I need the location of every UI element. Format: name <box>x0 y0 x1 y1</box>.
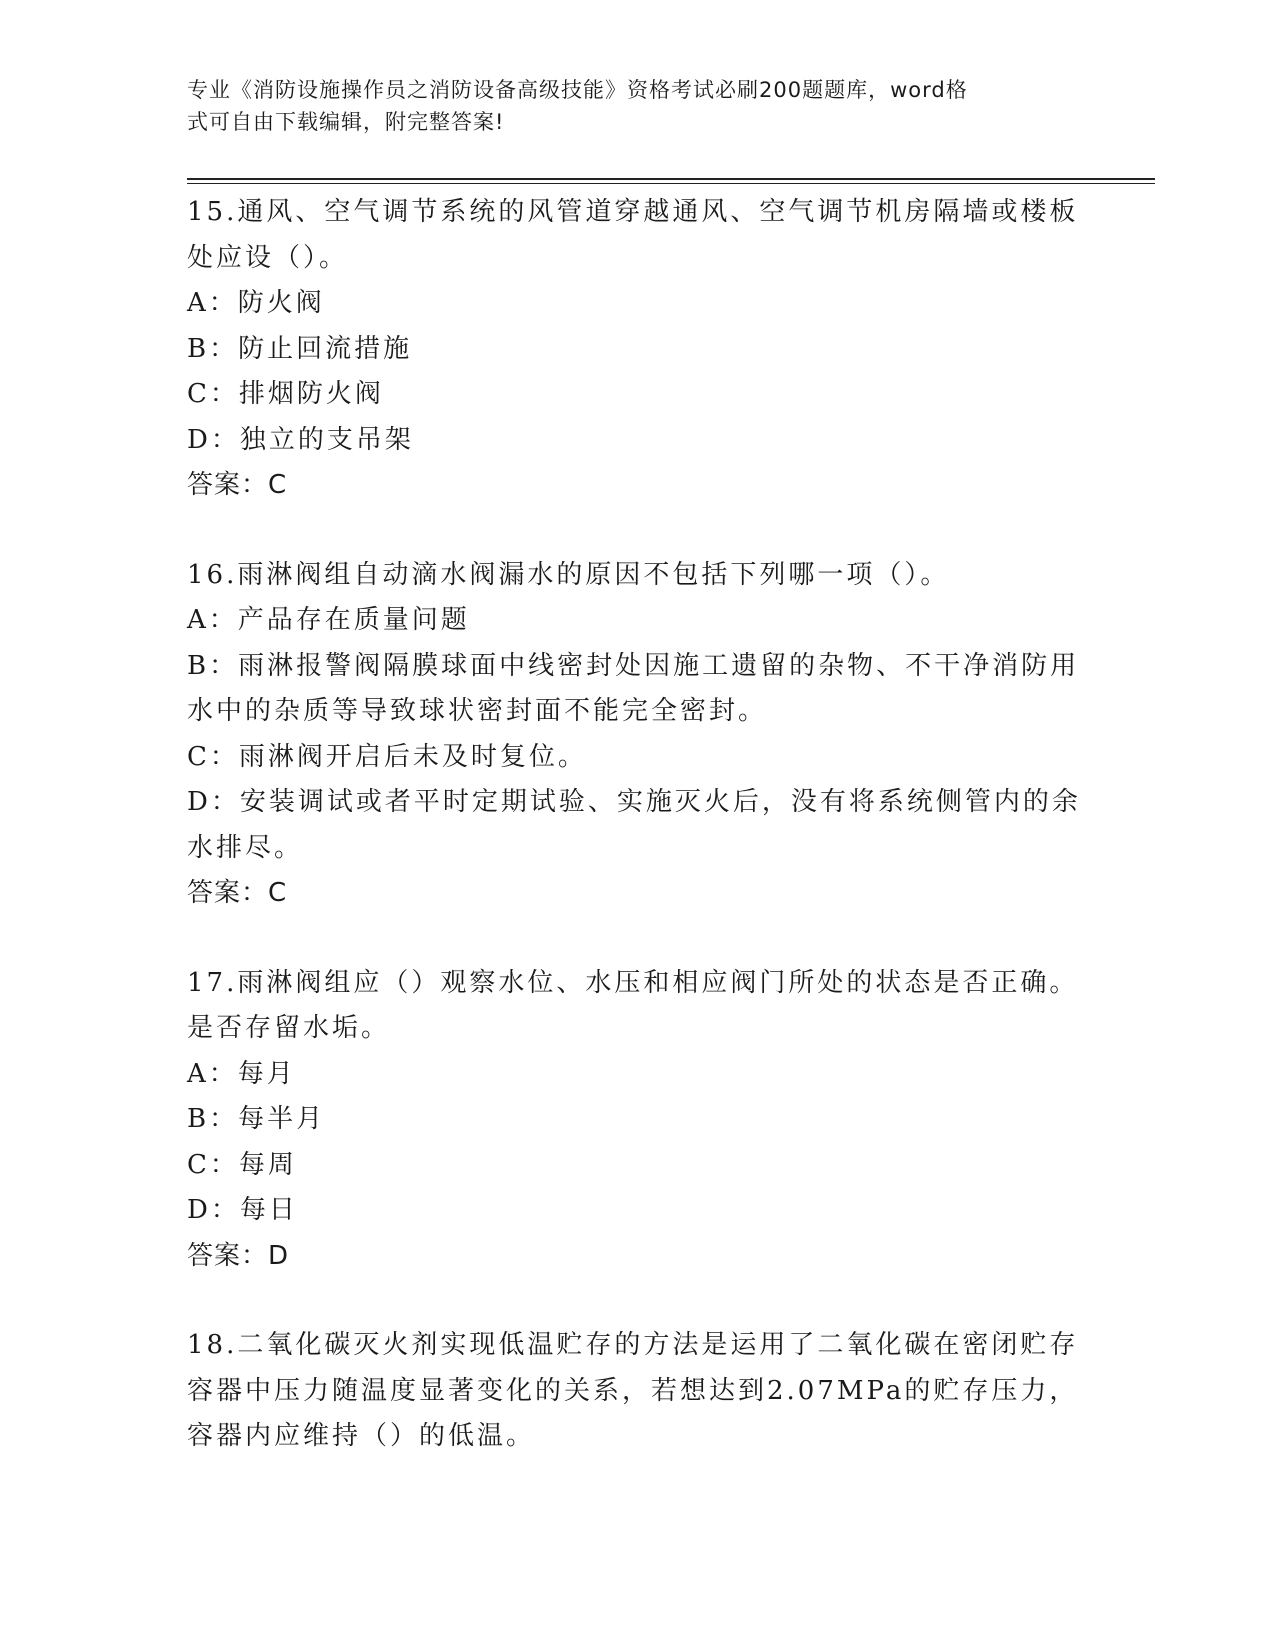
option-b-continued: 水中的杂质等导致球状密封面不能完全密封。 <box>187 696 768 726</box>
option-a: A：每月 <box>187 1058 296 1089</box>
option-c: C：每周 <box>187 1149 297 1180</box>
header-line: 专业《消防设施操作员之消防设备高级技能》资格考试必刷200题题库，word格 <box>187 78 968 102</box>
option-a: A：产品存在质量问题 <box>187 605 470 635</box>
option-c: C：雨淋阀开启后未及时复位。 <box>187 741 587 772</box>
option-b: B：雨淋报警阀隔膜球面中线密封处因施工遗留的杂物、不干净消防用 <box>187 650 1080 681</box>
question-block <box>187 1323 1079 1460</box>
question-list <box>187 190 1081 1460</box>
option-d: D：独立的支吊架 <box>187 424 414 455</box>
question-stem: 容器中压力随温度显著变化的关系，若想达到2.07MPa的贮存压力， <box>187 1375 1079 1406</box>
question-stem: 16.雨淋阀组自动滴水阀漏水的原因不包括下列哪一项（）。 <box>187 559 950 590</box>
option-b: B：防止回流措施 <box>187 333 413 364</box>
answer: 答案：C <box>187 878 288 908</box>
spacer <box>187 509 1067 553</box>
spacer <box>187 1279 1067 1323</box>
document-header <box>187 74 1067 138</box>
option-d: D：每日 <box>187 1195 298 1225</box>
answer: 答案：D <box>187 1240 290 1271</box>
spacer <box>187 917 1067 961</box>
answer: 答案：C <box>187 470 288 500</box>
header-line: 式可自由下载编辑，附完整答案! <box>187 110 505 134</box>
option-c: C：排烟防火阀 <box>187 379 384 409</box>
option-d: D：安装调试或者平时定期试验、实施灭火后，没有将系统侧管内的余 <box>187 787 1081 817</box>
question-block <box>187 190 1079 509</box>
question-stem: 处应设（）。 <box>187 242 349 273</box>
header-divider <box>187 183 1155 184</box>
option-a: A：防火阀 <box>187 288 325 318</box>
header-divider <box>187 178 1155 180</box>
question-stem: 18.二氧化碳灭火剂实现低温贮存的方法是运用了二氧化碳在密闭贮存 <box>187 1330 1079 1360</box>
question-stem: 15.通风、空气调节系统的风管道穿越通风、空气调节机房隔墙或楼板 <box>187 197 1079 227</box>
option-d-continued: 水排尽。 <box>187 832 304 863</box>
option-b: B：每半月 <box>187 1104 326 1134</box>
question-block <box>187 961 1079 1280</box>
question-block <box>187 553 1081 917</box>
question-stem: 是否存留水垢。 <box>187 1013 391 1043</box>
question-stem: 17.雨淋阀组应（）观察水位、水压和相应阀门所处的状态是否正确。 <box>187 967 1079 998</box>
question-stem: 容器内应维持（）的低温。 <box>187 1421 536 1451</box>
